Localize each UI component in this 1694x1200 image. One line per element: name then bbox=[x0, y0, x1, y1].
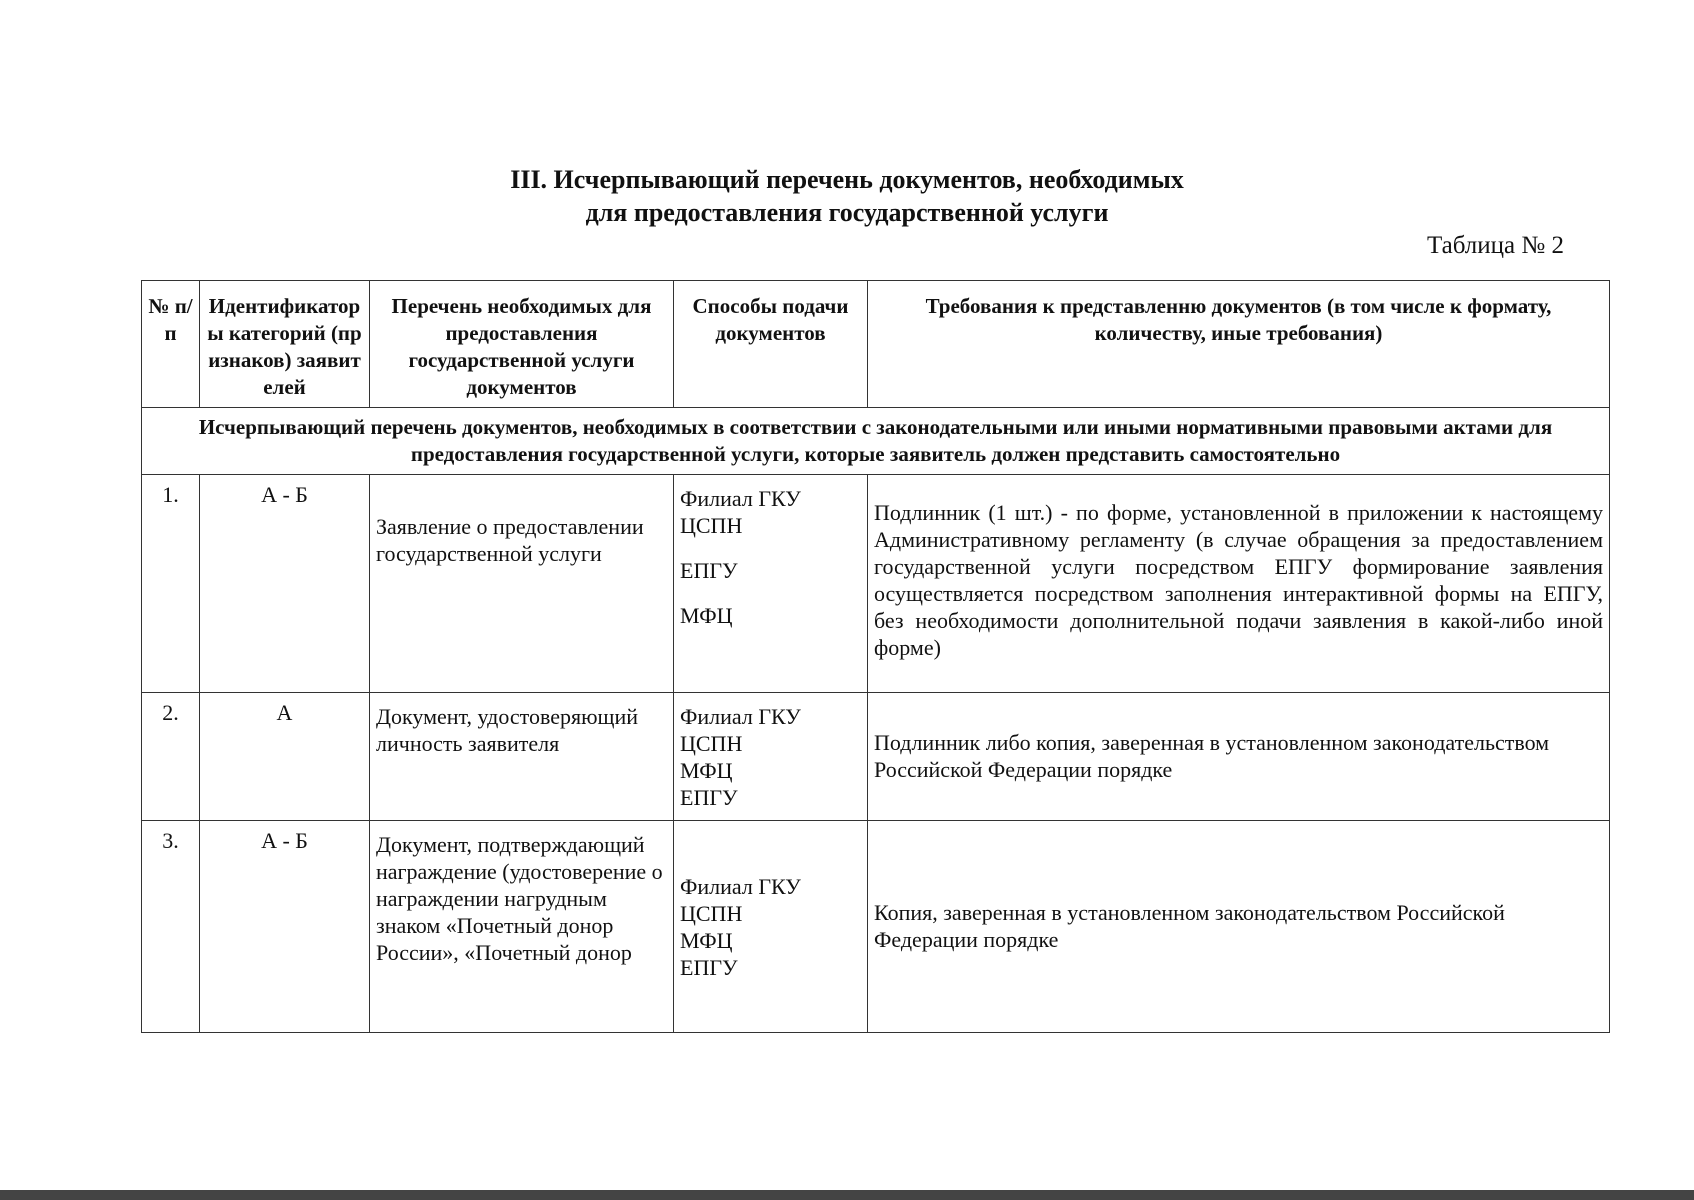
way-item: Филиал ГКУ ЦСПН bbox=[680, 874, 801, 926]
way-item: ЕПГУ bbox=[680, 785, 738, 810]
row-requirements: Подлинник либо копия, заверенная в установленном законодательством Российской Федерации порядке bbox=[868, 693, 1610, 821]
section-title: Исчерпывающий перечень документов, необходимых в соответствии с законодательными или иными нормативными правовыми актами для предоставления государственной услуги, которые заявитель должен представить самостоятельно bbox=[142, 408, 1610, 475]
scan-edge-divider bbox=[0, 1190, 1694, 1200]
page-title-line-2: для предоставления государственной услуги bbox=[585, 198, 1109, 227]
row-category: А bbox=[200, 693, 370, 821]
row-number: 1. bbox=[142, 475, 200, 693]
page-title bbox=[0, 163, 1694, 229]
way-item: ЕПГУ bbox=[680, 558, 738, 583]
header-category: Идентификаторы категорий (признаков) заявителей bbox=[200, 281, 370, 408]
way-item: МФЦ bbox=[680, 758, 733, 783]
way-item: ЕПГУ bbox=[680, 955, 738, 980]
row-requirements: Подлинник (1 шт.) - по форме, установленной в приложении к настоящему Административному регламенту (в случае обращения за предоставлением государственной услуги посредством ЕПГУ формирование заявления осуществляется посредством заполнения интерактивной формы на ЕПГУ, без необходимости дополнительной подачи заявления в какой-либо иной форме) bbox=[868, 475, 1610, 693]
table-number-label: Таблица № 2 bbox=[1426, 232, 1564, 259]
row-ways bbox=[674, 821, 868, 1033]
table-row bbox=[142, 693, 1610, 821]
table-row bbox=[142, 821, 1610, 1033]
row-category: А - Б bbox=[200, 475, 370, 693]
way-item: МФЦ bbox=[680, 603, 733, 628]
way-item: МФЦ bbox=[680, 928, 733, 953]
row-number: 2. bbox=[142, 693, 200, 821]
row-requirements: Копия, заверенная в установленном законодательством Российской Федерации порядке bbox=[868, 821, 1610, 1033]
row-ways bbox=[674, 693, 868, 821]
way-item: Филиал ГКУ ЦСПН bbox=[680, 486, 801, 538]
row-category: А - Б bbox=[200, 821, 370, 1033]
section-row bbox=[142, 408, 1610, 475]
row-document: Документ, удостоверяющий личность заявителя bbox=[370, 693, 674, 821]
page-title-line-1: III. Исчерпывающий перечень документов, необходимых bbox=[510, 165, 1184, 194]
header-ways: Способы подачи документов bbox=[674, 281, 868, 408]
header-documents: Перечень необходимых для предоставления государственной услуги документов bbox=[370, 281, 674, 408]
table-row bbox=[142, 475, 1610, 693]
header-requirements: Требования к представленню документов (в том числе к формату, количеству, иные требования) bbox=[868, 281, 1610, 408]
row-ways bbox=[674, 475, 868, 693]
row-number: 3. bbox=[142, 821, 200, 1033]
documents-table bbox=[141, 280, 1610, 1033]
header-number: № п/п bbox=[142, 281, 200, 408]
row-document: Заявление о предоставлении государственной услуги bbox=[370, 475, 674, 693]
table-header-row bbox=[142, 281, 1610, 408]
way-item: Филиал ГКУ ЦСПН bbox=[680, 704, 801, 756]
row-document: Документ, подтверждающий награждение (удостоверение о награждении нагрудным знаком «Почетный донор России», «Почетный донор bbox=[370, 821, 674, 1033]
